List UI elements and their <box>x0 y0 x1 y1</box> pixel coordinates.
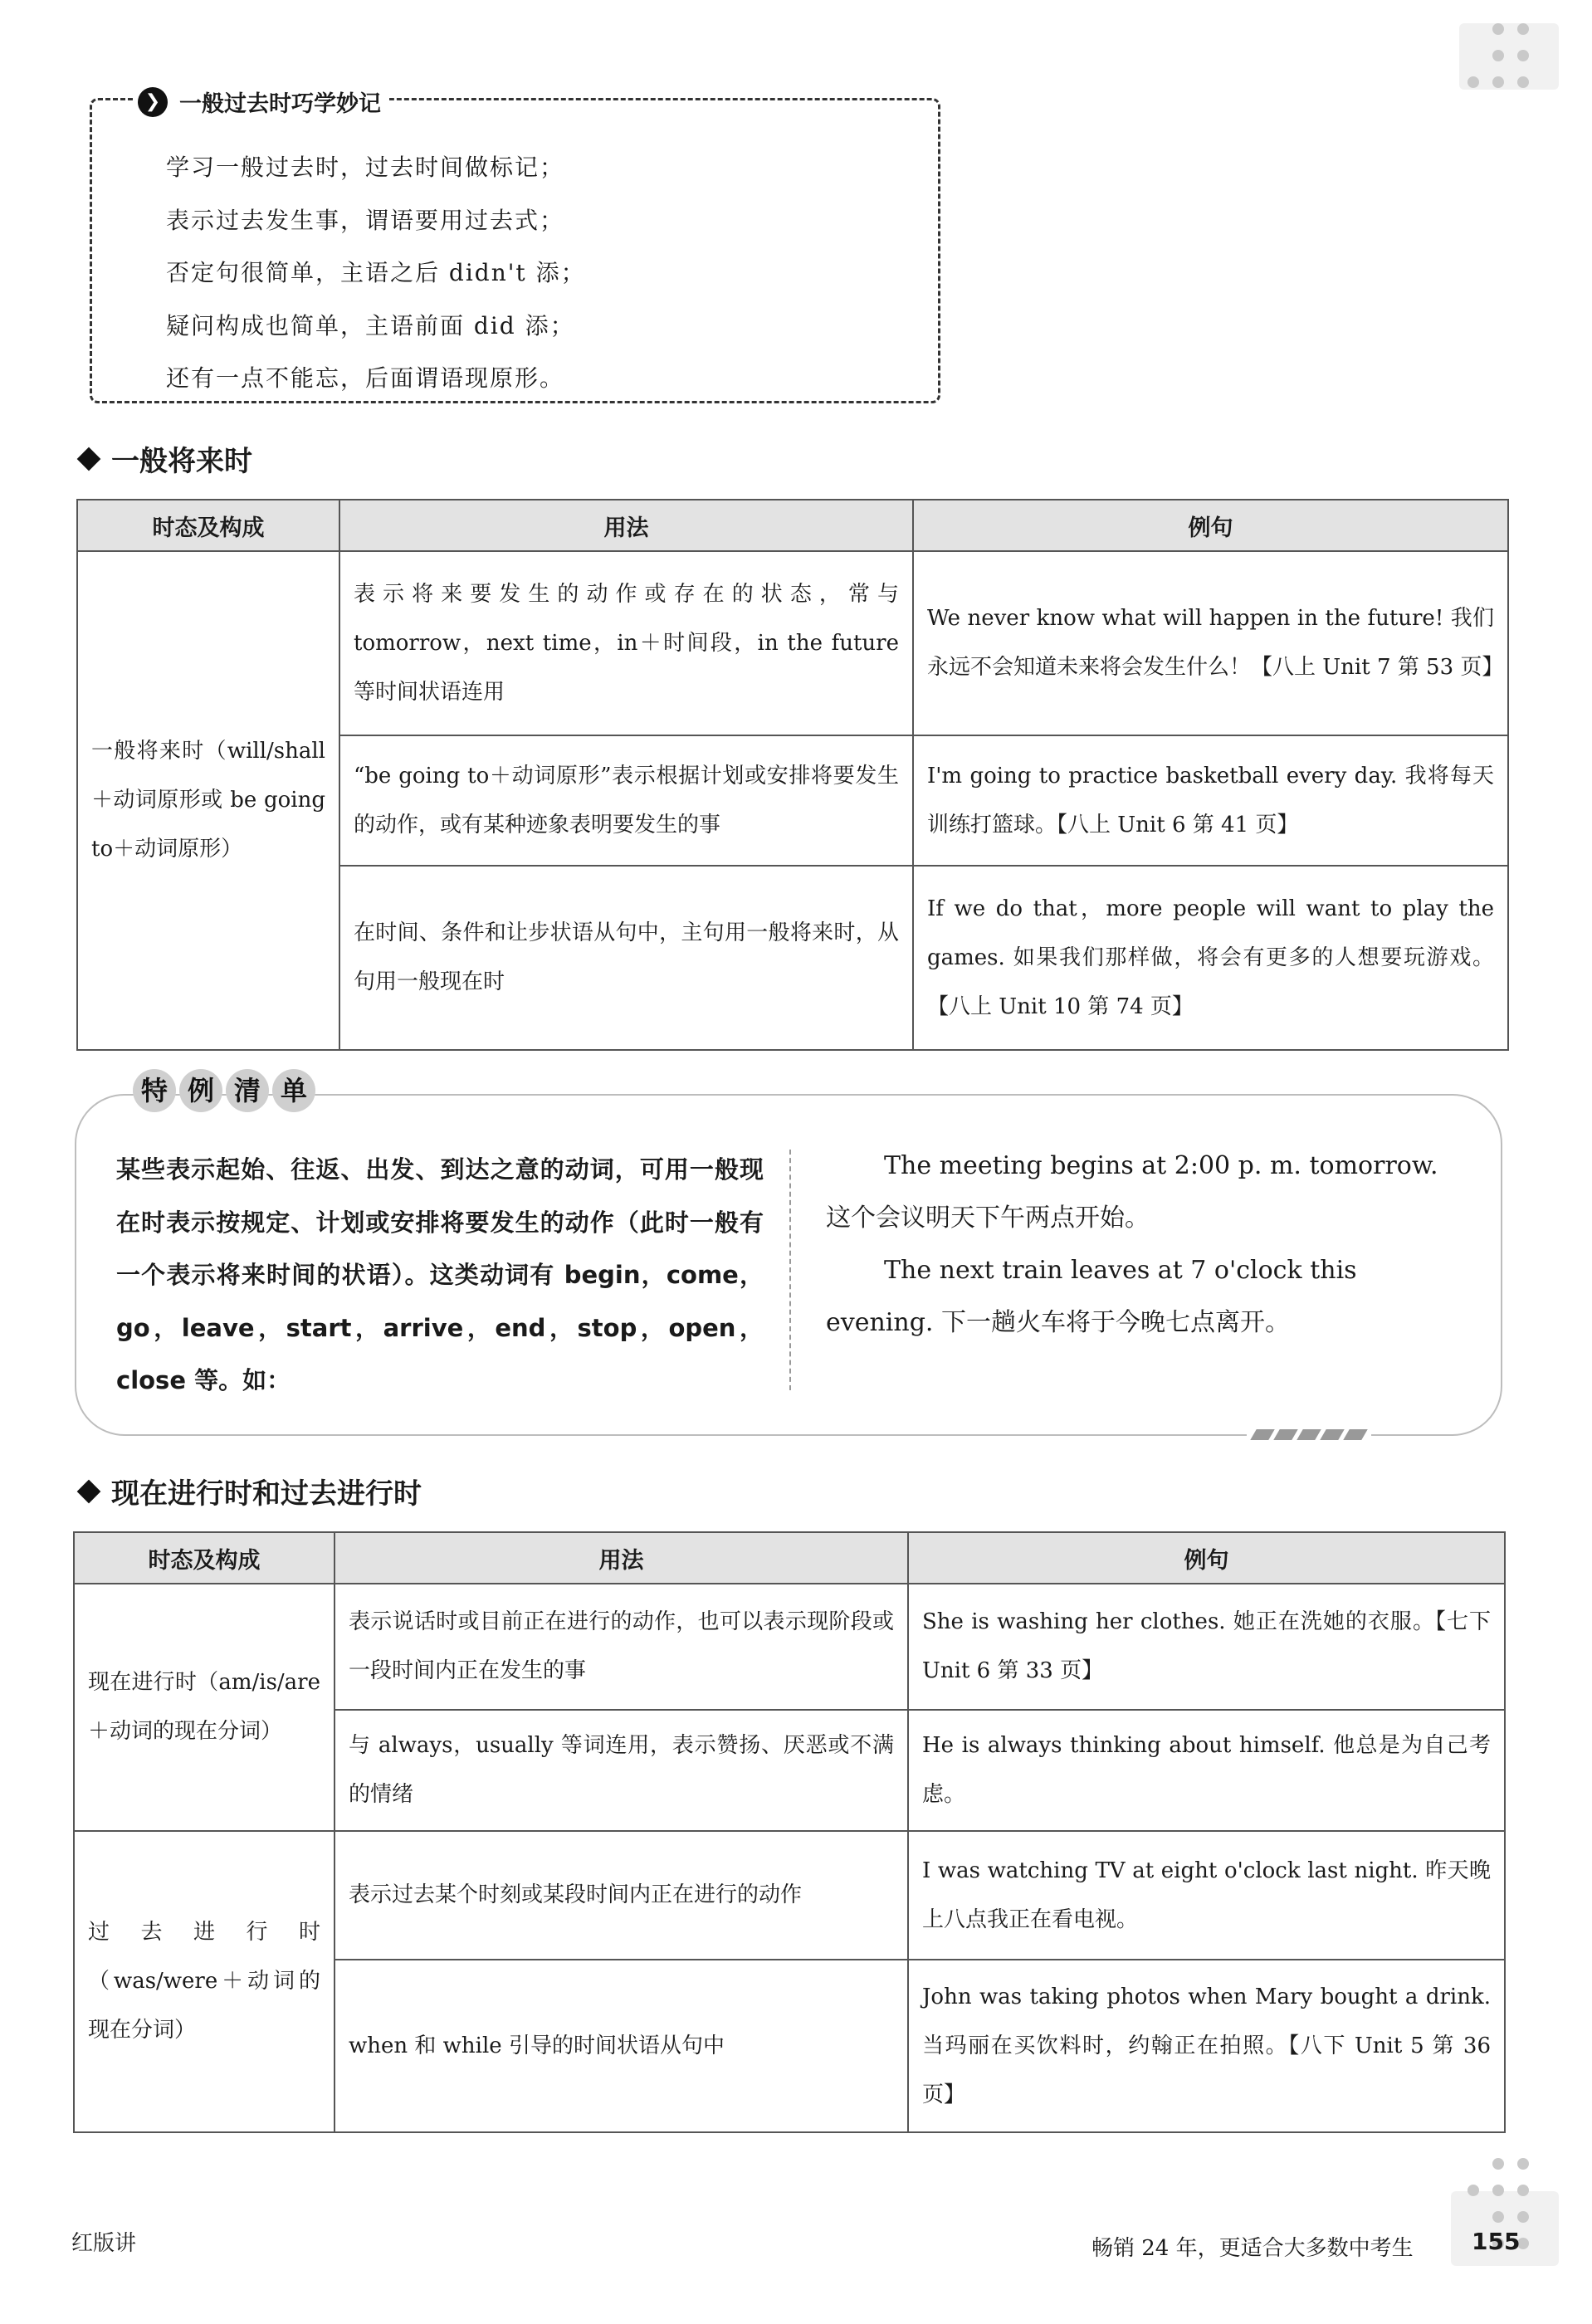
header-usage: 用法 <box>339 500 913 551</box>
mnemonic-line: 学习一般过去时，过去时间做标记； <box>166 154 565 181</box>
form-cell: 一般将来时（will/shall＋动词原形或 be going to＋动词原形） <box>77 551 339 1050</box>
diamond-bullet-icon <box>77 447 101 471</box>
mnemonic-header <box>133 85 389 118</box>
usage-cell: “be going to＋动词原形”表示根据计划或安排将要发生的动作，或有某种迹象表明要发生的事 <box>339 735 913 866</box>
tag-char: 清 <box>226 1069 269 1112</box>
usage-cell: 表示将来要发生的动作或存在的状态，常与 tomorrow，next time，in＋时间段，in the future 等时间状语连用 <box>339 551 913 735</box>
table-row <box>77 551 1508 735</box>
example-cell: I was watching TV at eight o'clock last night. 昨天晚上八点我正在看电视。 <box>908 1831 1505 1960</box>
section-title-future <box>78 438 252 479</box>
header-example: 例句 <box>908 1532 1505 1584</box>
stripe-decoration <box>1247 1429 1371 1440</box>
page-number: 155 <box>1472 2228 1521 2255</box>
mnemonic-title: 一般过去时巧学妙记 <box>179 91 381 117</box>
mnemonic-line: 表示过去发生事，谓语要用过去式； <box>166 206 565 234</box>
section-title-progressive <box>78 1471 422 1511</box>
progressive-tense-table <box>73 1531 1506 2133</box>
table-header-row <box>77 500 1508 551</box>
form-cell: 过去进行时（was/were＋动词的现在分词） <box>74 1831 335 2132</box>
table-header-row <box>74 1532 1505 1584</box>
section-title-text: 现在进行时和过去进行时 <box>111 1477 422 1511</box>
table-row <box>74 1584 1505 1710</box>
header-example: 例句 <box>913 500 1508 551</box>
divider <box>789 1150 791 1390</box>
diamond-bullet-icon <box>77 1479 101 1503</box>
footer-slogan: 畅销 24 年，更适合大多数中考生 <box>1091 2236 1414 2261</box>
example-cell: He is always thinking about himself. 他总是为自己考虑。 <box>908 1710 1505 1831</box>
corner-dots-decoration <box>1492 23 1567 123</box>
header-form: 时态及构成 <box>74 1532 335 1584</box>
example-cell: She is washing her clothes. 她正在洗她的衣服。【七下 Unit 6 第 33 页】 <box>908 1584 1505 1710</box>
tag-char: 例 <box>179 1069 222 1112</box>
section-title-text: 一般将来时 <box>111 445 252 478</box>
usage-cell: 表示说话时或目前正在进行的动作，也可以表示现阶段或一段时间内正在发生的事 <box>335 1584 908 1710</box>
mnemonic-line: 否定句很简单，主语之后 didn't 添； <box>166 259 586 286</box>
special-example: The next train leaves at 7 o'clock this evening. 下一趟火车将于今晚七点离开。 <box>826 1256 1357 1337</box>
example-cell: We never know what will happen in the future! 我们永远不会知道未来将会发生什么！【八上 Unit 7 第 53 页】 <box>913 551 1508 735</box>
mnemonic-lines <box>166 141 586 405</box>
arrow-right-icon: ❯ <box>138 87 168 117</box>
usage-cell: 表示过去某个时刻或某段时间内正在进行的动作 <box>335 1831 908 1960</box>
header-form: 时态及构成 <box>77 500 339 551</box>
special-cases-tag <box>133 1069 315 1112</box>
table-row <box>74 1831 1505 1960</box>
example-cell: If we do that，more people will want to play the games. 如果我们那样做，将会有更多的人想要玩游戏。【八上 Unit 10 第 74 页】 <box>913 866 1508 1050</box>
usage-cell: 与 always，usually 等词连用，表示赞扬、厌恶或不满的情绪 <box>335 1710 908 1831</box>
special-examples <box>826 1140 1465 1349</box>
mnemonic-line: 还有一点不能忘，后面谓语现原形。 <box>166 364 565 392</box>
special-explanation: 某些表示起始、往返、出发、到达之意的动词，可用一般现在时表示按规定、计划或安排将要发生的动作（此时一般有一个表示将来时间的状语）。这类动词有 begin，come，go，leave，start，arrive，end，stop，open，close 等。如： <box>116 1155 764 1394</box>
mnemonic-line: 疑问构成也简单，主语前面 did 添； <box>166 311 575 339</box>
tag-char: 特 <box>133 1069 176 1112</box>
example-cell: John was taking photos when Mary bought a drink. 当玛丽在买饮料时，约翰正在拍照。【八下 Unit 5 第 36 页】 <box>908 1960 1505 2132</box>
example-cell: I'm going to practice basketball every day. 我将每天训练打篮球。【八上 Unit 6 第 41 页】 <box>913 735 1508 866</box>
usage-cell: 在时间、条件和让步状语从句中，主句用一般将来时，从句用一般现在时 <box>339 866 913 1050</box>
header-usage: 用法 <box>335 1532 908 1584</box>
footer-brand: 红版讲 <box>71 2231 137 2256</box>
special-example: The meeting begins at 2:00 p. m. tomorrow. 这个会议明天下午两点开始。 <box>826 1151 1438 1233</box>
tag-char: 单 <box>272 1069 315 1112</box>
form-cell: 现在进行时（am/is/are＋动词的现在分词） <box>74 1584 335 1831</box>
usage-cell: when 和 while 引导的时间状语从句中 <box>335 1960 908 2132</box>
future-tense-table <box>76 499 1509 1051</box>
